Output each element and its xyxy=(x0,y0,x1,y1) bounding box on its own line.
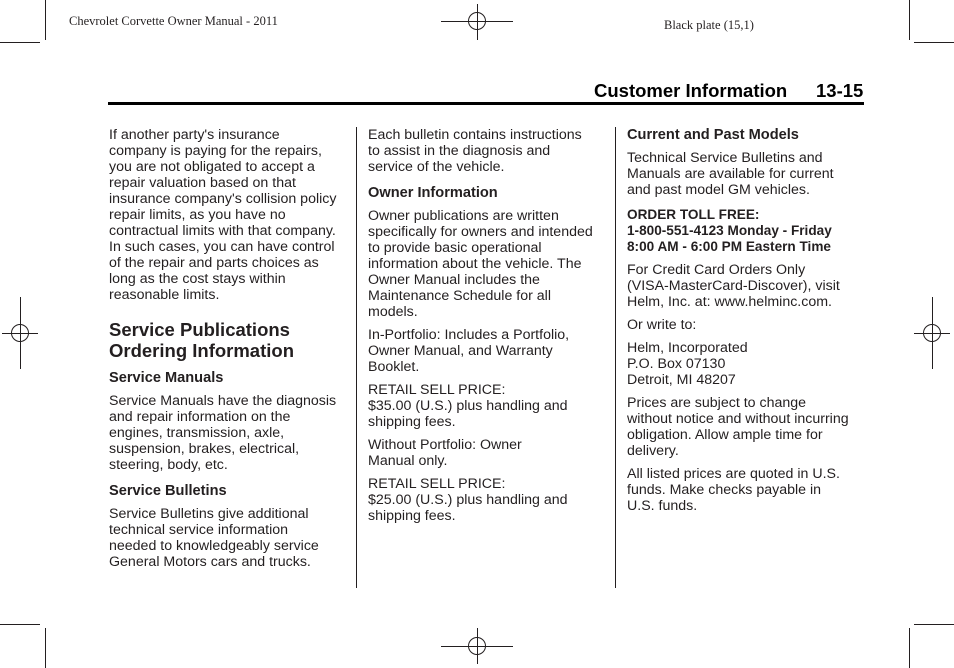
plate-label: Black plate (15,1) xyxy=(664,18,754,32)
text-line: without notice and without incurring xyxy=(627,411,849,427)
without-portfolio xyxy=(368,437,608,469)
page-number: 13-15 xyxy=(816,80,864,101)
text-line: Owner publications are written xyxy=(368,208,559,224)
intro-paragraph xyxy=(109,127,349,303)
text-line: long as the cost stays within xyxy=(109,271,286,287)
prices-change-paragraph xyxy=(627,395,867,459)
text-line: For Credit Card Orders Only xyxy=(627,262,806,278)
text-line: Service Bulletins give additional xyxy=(109,506,309,522)
text-line: In such cases, you can have control xyxy=(109,239,335,255)
text-line: Booklet. xyxy=(368,359,420,375)
text-line: models. xyxy=(368,304,418,320)
text-line: Without Portfolio: Owner xyxy=(368,437,522,453)
write-to: Or write to: xyxy=(627,317,697,333)
text-line: engines, transmission, axle, xyxy=(109,425,285,441)
service-bulletins-paragraph xyxy=(109,506,349,570)
text-line: insurance company's collision policy xyxy=(109,191,337,207)
text-line: and repair information on the xyxy=(109,409,291,425)
text-line: contractual limits with that company. xyxy=(109,223,336,239)
retail-price-1 xyxy=(368,382,608,430)
owner-information-paragraph xyxy=(368,208,608,320)
text-line: repair valuation based on that xyxy=(109,175,296,191)
text-line: General Motors cars and trucks. xyxy=(109,554,311,570)
prices-quoted-paragraph xyxy=(627,466,867,514)
crop-mark xyxy=(45,0,46,40)
text-line: Ordering Information xyxy=(109,340,294,361)
text-line: needed to knowledgeably service xyxy=(109,538,319,554)
text-line: Maintenance Schedule for all xyxy=(368,288,551,304)
text-line: of the repair and parts choices as xyxy=(109,255,319,271)
text-line: All listed prices are quoted in U.S. xyxy=(627,466,840,482)
text-line: Service Publications xyxy=(109,319,290,340)
text-line: shipping fees. xyxy=(368,414,456,430)
column-3 xyxy=(627,127,867,521)
text-line: to provide basic operational xyxy=(368,240,542,256)
crop-mark xyxy=(45,628,46,668)
text-line: obligation. Allow ample time for xyxy=(627,427,823,443)
text-line: Owner Manual, and Warranty xyxy=(368,343,553,359)
text-line: funds. Make checks payable in xyxy=(627,482,822,498)
text-line: Technical Service Bulletins and xyxy=(627,150,823,166)
crop-mark xyxy=(909,0,910,40)
models-paragraph xyxy=(627,150,867,198)
owner-information-heading: Owner Information xyxy=(368,185,498,201)
text-line: Helm, Incorporated xyxy=(627,340,748,356)
text-line: $35.00 (U.S.) plus handling and xyxy=(368,398,568,414)
crop-mark xyxy=(914,42,954,43)
text-line: RETAIL SELL PRICE: xyxy=(368,476,506,492)
text-line: specifically for owners and intended xyxy=(368,224,593,240)
credit-card-paragraph xyxy=(627,262,867,310)
text-line: steering, body, etc. xyxy=(109,457,228,473)
section-heading xyxy=(109,319,349,361)
section-title: Customer Information xyxy=(594,80,788,101)
current-past-models-heading: Current and Past Models xyxy=(627,127,799,143)
text-line: delivery. xyxy=(627,443,679,459)
column-divider xyxy=(615,127,616,588)
text-line: reasonable limits. xyxy=(109,287,220,303)
text-line: In-Portfolio: Includes a Portfolio, xyxy=(368,327,570,343)
text-line: Manuals are available for current xyxy=(627,166,834,182)
text-line: Detroit, MI 48207 xyxy=(627,372,736,388)
text-line: technical service information xyxy=(109,522,288,538)
text-line: service of the vehicle. xyxy=(368,159,505,175)
text-line: U.S. funds. xyxy=(627,498,698,514)
address xyxy=(627,340,867,388)
retail-price-2 xyxy=(368,476,608,524)
text-line: and past model GM vehicles. xyxy=(627,182,810,198)
header-rule xyxy=(108,102,864,105)
service-bulletins-heading: Service Bulletins xyxy=(109,483,227,499)
text-line: P.O. Box 07130 xyxy=(627,356,726,372)
portfolio-paragraph xyxy=(368,327,608,375)
text-line: Prices are subject to change xyxy=(627,395,807,411)
text-line: shipping fees. xyxy=(368,508,456,524)
text-line: 8:00 AM - 6:00 PM Eastern Time xyxy=(627,239,831,254)
crop-mark xyxy=(909,628,910,668)
text-line: company is paying for the repairs, xyxy=(109,143,322,159)
text-line: Service Manuals have the diagnosis xyxy=(109,393,337,409)
text-line: If another party's insurance xyxy=(109,127,280,143)
text-line: Owner Manual includes the xyxy=(368,272,540,288)
text-line: $25.00 (U.S.) plus handling and xyxy=(368,492,568,508)
manual-title: Chevrolet Corvette Owner Manual - 2011 xyxy=(69,14,278,28)
service-manuals-paragraph xyxy=(109,393,349,473)
text-line: 1-800-551-4123 Monday - Friday xyxy=(627,223,832,238)
order-toll-free xyxy=(627,207,867,255)
column-1 xyxy=(109,127,349,577)
text-line: information about the vehicle. The xyxy=(368,256,582,272)
crop-mark xyxy=(0,42,40,43)
column-2 xyxy=(368,127,608,531)
service-manuals-heading: Service Manuals xyxy=(109,370,224,386)
text-line: RETAIL SELL PRICE: xyxy=(368,382,506,398)
text-line: ORDER TOLL FREE: xyxy=(627,207,760,222)
text-line: Helm, Inc. at: www.helminc.com. xyxy=(627,294,832,310)
text-line: (VISA-MasterCard-Discover), visit xyxy=(627,278,840,294)
text-line: suspension, brakes, electrical, xyxy=(109,441,300,457)
crop-mark xyxy=(0,624,40,625)
text-line: Manual only. xyxy=(368,453,448,469)
text-line: Each bulletin contains instructions xyxy=(368,127,582,143)
column-divider xyxy=(356,127,357,588)
text-line: to assist in the diagnosis and xyxy=(368,143,551,159)
text-line: you are not obligated to accept a xyxy=(109,159,315,175)
bulletin-continuation xyxy=(368,127,608,175)
crop-mark xyxy=(914,624,954,625)
text-line: repair limits, as you have no xyxy=(109,207,286,223)
